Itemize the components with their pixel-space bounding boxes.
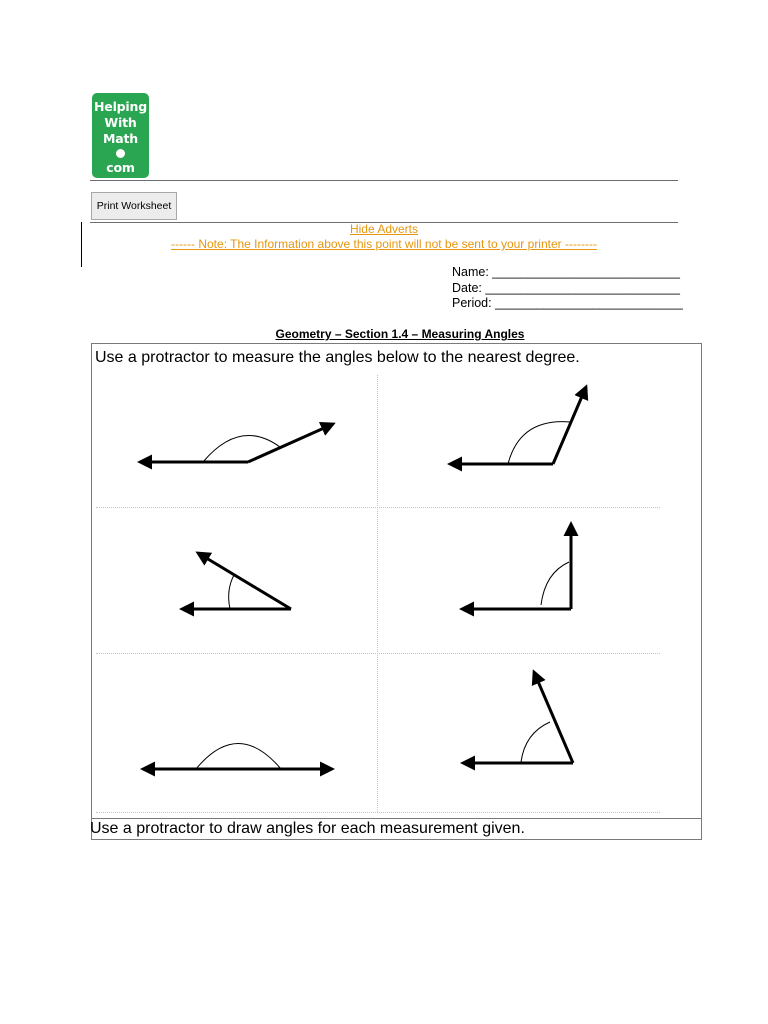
angle-6 — [463, 672, 573, 763]
angle-5 — [143, 744, 332, 770]
logo-text-math: Math — [103, 131, 138, 146]
worksheet-title: Geometry – Section 1.4 – Measuring Angles — [275, 327, 525, 341]
logo-text-helping: Helping — [94, 99, 147, 114]
logo-text-com: com — [106, 160, 135, 175]
period-field: Period: ___________________________ — [452, 296, 683, 310]
name-field: Name: ___________________________ — [452, 265, 680, 279]
hide-adverts-link[interactable]: Hide Adverts — [349, 222, 419, 236]
logo-text-with: With — [104, 115, 137, 130]
instruction-measure: Use a protractor to measure the angles below to the nearest degree. — [95, 349, 580, 366]
print-worksheet-button[interactable]: Print Worksheet — [91, 192, 177, 220]
angle-4 — [462, 524, 571, 609]
angle-3 — [182, 553, 291, 609]
date-field: Date: ____________________________ — [452, 280, 681, 295]
printer-note: ------ Note: The Information above this point will not be sent to your printer -------- — [171, 237, 597, 251]
angle-1 — [140, 424, 333, 462]
angle-2 — [450, 387, 586, 464]
instruction-draw: Use a protractor to draw angles for each measurement given. — [90, 820, 525, 837]
